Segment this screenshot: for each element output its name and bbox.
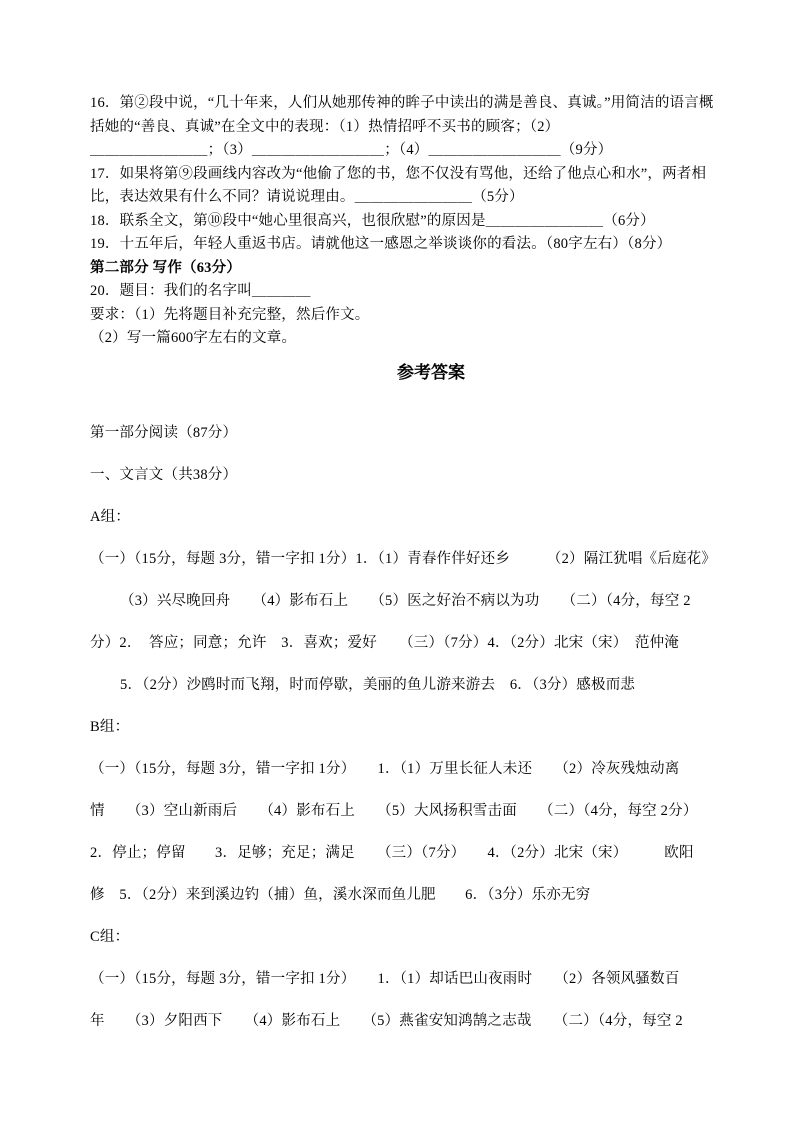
question-17-line-2: 比，表达效果有什么不同？请说说理由。＿＿＿＿＿＿＿＿（5分）	[90, 189, 524, 205]
question-16-line-2: 括她的“善良、真诚”在全文中的表现：（1）热情招呼不买书的顾客；（2）	[90, 118, 560, 135]
question-20-requirement-2: （2）写一篇600字左右的文章。	[90, 330, 297, 346]
answer-group-b-line-1: （一）（15分，每题 3分，错一字扣 1分） 1．（1）万里长征人未还 （2）冷灰残烛动离	[90, 760, 680, 777]
answer-key-title: 参考答案	[397, 362, 465, 382]
answers-part1-heading: 第一部分阅读（87分）	[90, 424, 238, 441]
answer-group-c-line-1: （一）（15分，每题 3分，错一字扣 1分） 1．（1）却话巴山夜雨时 （2）各领风骚数百	[90, 970, 680, 987]
question-20-requirement-1: 要求：（1）先将题目补充完整，然后作文。	[90, 306, 370, 323]
answer-group-b-label: B组：	[90, 718, 130, 735]
answer-group-c-label: C组：	[90, 928, 130, 945]
answer-group-a-line-2: （3）兴尽晚回舟 （4）影布石上 （5）医之好治不病以为功 （二）（4分，每空 2	[120, 592, 691, 609]
question-17-line-1: 17．如果将第⑨段画线内容改为“他偷了您的书，您不仅没有骂他，还给了他点心和水”，两者相	[90, 165, 707, 182]
answer-group-c-line-2: 年 （3）夕阳西下 （4）影布石上 （5）燕雀安知鸿鹄之志哉 （二）（4分，每空 2	[90, 1012, 683, 1029]
answer-group-b-line-4: 修 5．（2分）来到溪边钓（捕）鱼，溪水深而鱼儿肥 6．（3分）乐亦无穷	[90, 886, 591, 903]
answer-group-b-line-3: 2．停止；停留 3．足够；充足；满足 （三）（7分） 4．（2分）北宋（宋） 欧阳	[90, 844, 694, 861]
answer-group-a-line-3: 分）2． 答应；同意；允许 3．喜欢；爱好 （三）（7分）4．（2分）北宋（宋） 范仲淹	[90, 634, 679, 651]
question-16-line-1: 16．第②段中说，“几十年来，人们从她那传神的眸子中读出的满是善良、真诚。”用简洁的语言概	[90, 95, 714, 111]
answer-group-a-line-4: 5．（2分）沙鸥时而飞翔，时而停歇，美丽的鱼儿游来游去 6．（3分）感极而悲	[120, 676, 636, 693]
part2-writing-heading: 第二部分 写作（63分）	[90, 259, 242, 276]
answer-group-b-line-2: 情 （3）空山新雨后 （4）影布石上 （5）大风扬积雪击面 （二）（4分，每空 2分）	[90, 802, 698, 819]
question-18: 18．联系全文，第⑩段中“她心里很高兴，也很欣慰”的原因是＿＿＿＿＿＿＿＿（6分）	[90, 212, 655, 229]
answer-group-a-line-1: （一）（15分，每题 3分，错一字扣 1分）1．（1）青春作伴好还乡 （2）隔江犹唱《后庭花》	[90, 550, 717, 567]
question-20-title: 20．题目：我们的名字叫＿＿＿＿	[90, 283, 311, 299]
questions-section	[90, 92, 724, 351]
answers-wenyanwen-heading: 一、文言文（共38分）	[90, 466, 238, 483]
answer-group-a-label: A组：	[90, 508, 131, 525]
question-16-line-3: ＿＿＿＿＿＿＿＿；（3）＿＿＿＿＿＿＿＿＿；（4）＿＿＿＿＿＿＿＿＿（9分）	[90, 142, 613, 158]
answers-section	[90, 412, 724, 1042]
question-19: 19．十五年后，年轻人重返书店。请就他这一感恩之举谈谈你的看法。（80字左右）（8分）	[90, 236, 672, 252]
